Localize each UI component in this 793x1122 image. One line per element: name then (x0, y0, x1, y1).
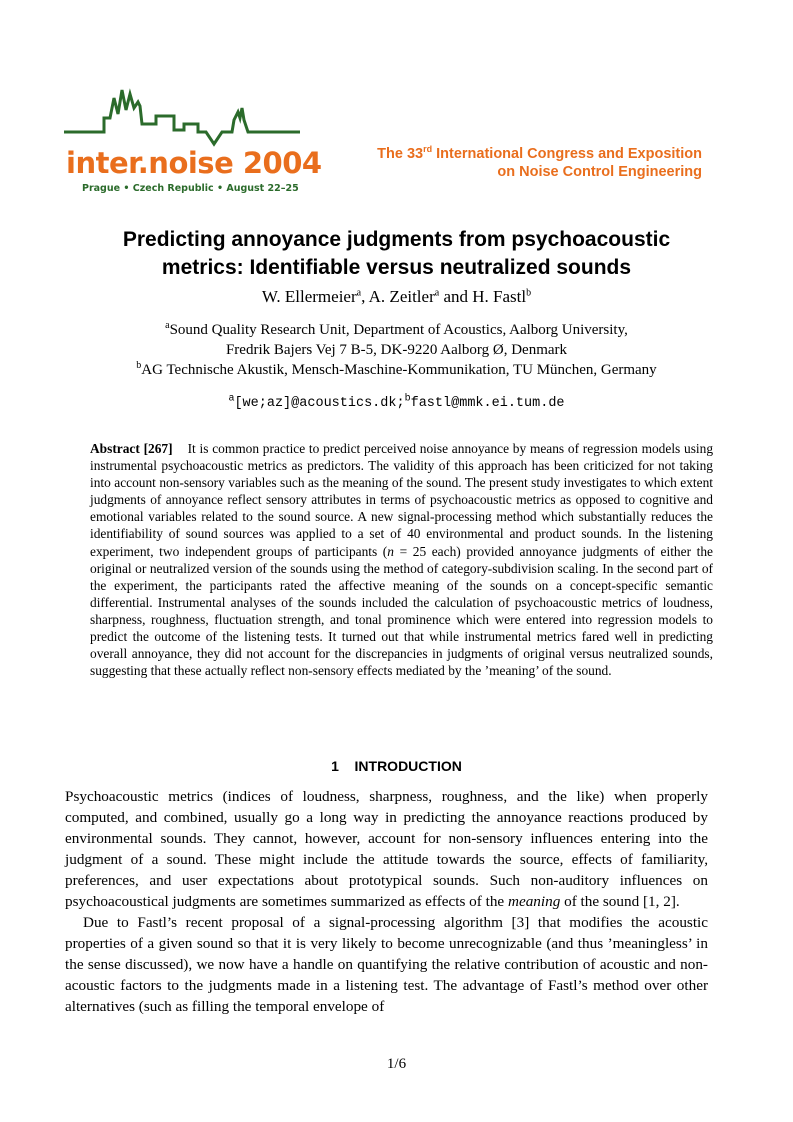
abstract (90, 440, 713, 679)
abstract-label: Abstract [267] (90, 441, 173, 456)
page-number: 1/6 (386, 1056, 407, 1072)
paper-title (60, 226, 733, 282)
paragraph (65, 786, 708, 912)
affiliation-b (50, 360, 743, 380)
author-list (60, 287, 733, 307)
title-line-2: metrics: Identifiable versus neutralized sounds (161, 256, 632, 279)
congress-line-1 (377, 145, 702, 163)
email-b[interactable]: fastl@mmk.ei.tum.de (410, 396, 565, 411)
congress-name: International Congress and Exposition (432, 146, 702, 162)
author-separator: and (439, 287, 473, 306)
email-a[interactable]: [we;az]@acoustics.dk; (234, 396, 405, 411)
author-affil-mark: a (434, 287, 440, 299)
section-number: 1 (331, 758, 339, 774)
abstract-text: It is common practice to predict perceived noise annoyance by means of regression models using instrumental psychoacoustic metrics as predictors. The validity of this approach has been criticized for not taking into account non-sensory variables such as the meaning of the sound. The present study investigates to which extent judgments of annoyance reflect sensory attributes in terms of psychoacoustic metrics as opposed to cognitive and emotional variables related to the sound source. A new signal-processing method which substantially reduces the identifiability of sound sources was applied to a set of 40 environmental and product sounds. In the listening experiment, two independent groups of participants ( (90, 441, 714, 559)
contact-emails (60, 393, 733, 411)
author-separator: , (361, 287, 369, 306)
affiliations (50, 320, 743, 380)
section-heading (60, 758, 733, 774)
author-affil-mark: a (356, 287, 362, 299)
title-line-1: Predicting annoyance judgments from psychoacoustic (122, 228, 671, 251)
section-title: INTRODUCTION (354, 758, 462, 774)
author-affil-mark: b (526, 287, 532, 299)
congress-heading (377, 145, 702, 181)
abstract-variable: n (387, 543, 394, 559)
body-text (65, 786, 708, 1017)
email-mark: a (228, 393, 235, 405)
skyline-graphic (64, 80, 304, 150)
affiliation-a-address: Fredrik Bajers Vej 7 B-5, DK-9220 Aalborg Ø, Denmark (225, 342, 568, 358)
paragraph-text: of the sound [1, 2]. (560, 893, 680, 910)
affil-text: Sound Quality Research Unit, Department of Acoustics, Aalborg University, (169, 322, 628, 338)
author-name: A. Zeitler (368, 287, 435, 306)
logo-subtitle: Prague • Czech Republic • August 22–25 (82, 183, 299, 194)
logo-wordmark: inter.noise 2004 (66, 146, 322, 180)
affil-text: AG Technische Akustik, Mensch-Maschine-Kommunikation, TU München, Germany (141, 362, 657, 378)
affil-mark: b (136, 360, 142, 371)
affil-mark: a (165, 320, 170, 331)
author-name: H. Fastl (472, 287, 527, 306)
emphasis: meaning (507, 893, 561, 910)
congress-ordinal: The 33 (377, 146, 424, 162)
affiliation-a (50, 320, 743, 340)
conference-logo (64, 80, 322, 200)
congress-ordinal-suffix: rd (423, 144, 433, 155)
author-name: W. Ellermeier (261, 287, 357, 306)
paragraph-text: Psychoacoustic metrics (indices of loudness, sharpness, roughness, and the like) when properly computed, and combined, usually go a long way in predicting the annoyance reactions produced by environmental sounds. They cannot, however, account for non-sensory influences entering into the judgment of a sound. These might include the attitude towards the source, effects of familiarity, preferences, and user expectations about prototypical sounds. Such non-auditory influences on psychoacoustical judgments are sometimes summarized as effects of the (65, 788, 708, 910)
congress-line-2: on Noise Control Engineering (497, 164, 702, 180)
paragraph: Due to Fastl’s recent proposal of a signal-processing algorithm [3] that modifies the acoustic properties of a given sound so that it is very likely to become unrecognizable (and thus ’meaningless’ in the sense discussed), we now have a handle on quantifying the relative contribution of acoustic and non-acoustic factors to the judgments made in a listening test. The advantage of Fastl’s method over other alternatives (such as filling the temporal envelope of (65, 914, 708, 1015)
email-mark: b (404, 393, 411, 405)
abstract-text-cont: = 25 each) provided annoyance judgments of either the original or neutralized version of the sounds using the method of category-subdivision scaling. In the second part of the experiment, the participants rated the affective meaning of the sounds on a concept-specific semantic differential. Instrumental analyses of the sounds included the calculation of psychoacoustic metrics of loudness, sharpness, roughness, fluctuation strength, and tonal prominence which were entered into regression models to predict the outcome of the listening tests. It turned out that while instrumental metrics fared well in predicting overall annoyance, they did not account for the discrepancies in judgments of original versus neutralized sounds, suggesting that these actually reflect non-sensory effects mediated by the ’meaning’ of the sound. (90, 543, 713, 679)
